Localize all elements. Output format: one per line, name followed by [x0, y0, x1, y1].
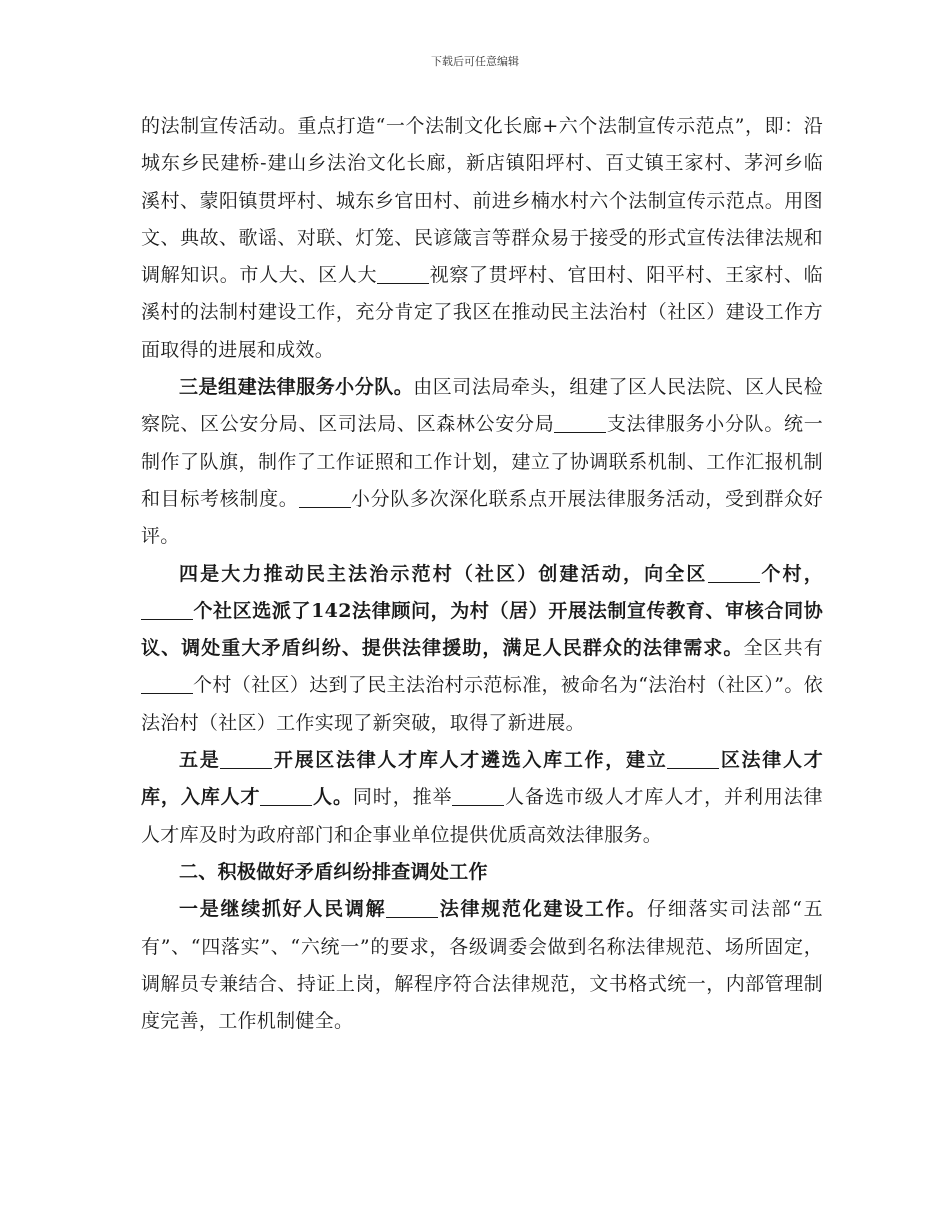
paragraph-2: 三是组建法律服务小分队。由区司法局牵头，组建了区人民法院、区人民检察院、区公安分局、区司法局、区森林公安分局 支法律服务小分队。统一制作了队旗，制作了工作证照和工作计划，建立了协调联系机制、工作汇报机制和目标考核制度。 小分队多次深化联系点开展法律服务活动，受到群众好评。: [141, 376, 823, 548]
blank-field: [220, 749, 272, 769]
blank-field: [299, 488, 351, 508]
section-heading: 二、积极做好矛盾纠纷排查调处工作: [179, 860, 488, 883]
blank-field: [452, 786, 504, 806]
blank-field: [260, 786, 312, 806]
page-header: 下载后可任意编辑: [431, 55, 519, 68]
paragraph-4: 五是 开展区法律人才库人才遴选入库工作，建立 区法律人才库，入库人才 人。同时，推举 人备选市级人才库人才，并利用法律人才库及时为政府部门和企事业单位提供优质高效法律服务。: [141, 749, 823, 846]
document-body: [141, 108, 823, 1040]
blank-field: [141, 600, 193, 620]
blank-field: [386, 898, 438, 918]
paragraph-3: 四是大力推动民主法治示范村（社区）创建活动，向全区 个村，个社区选派了142法律顾问，为村（居）开展法制宣传教育、审核合同协议、调处重大矛盾纠纷、提供法律援助，满足人民群众的法律需求。全区共有个村（社区）达到了民主法治村示范标准，被命名为“法治村（社区）”。依法治村（社区）工作实现了新突破，取得了新进展。: [141, 562, 823, 734]
blank-field: [554, 413, 606, 433]
blank-field: [667, 749, 719, 769]
paragraph-6: 一是继续抓好人民调解 法律规范化建设工作。仔细落实司法部“五有”、“四落实”、“六统一”的要求，各级调委会做到名称法律规范、场所固定，调解员专兼结合、持证上岗，解程序符合法律规范，文书格式统一，内部管理制度完善，工作机制健全。: [141, 898, 823, 1033]
paragraph-1: 的法制宣传活动。重点打造“一个法制文化长廊+六个法制宣传示范点”，即：沿城东乡民建桥-建山乡法治文化长廊，新店镇阳坪村、百丈镇王家村、茅河乡临溪村、蒙阳镇贯坪村、城东乡官田村、前进乡楠水村六个法制宣传示范点。用图文、典故、歌谣、对联、灯笼、民谚箴言等群众易于接受的形式宣传法律法规和调解知识。市人大、区人大 视察了贯坪村、官田村、阳平村、王家村、临溪村的法制村建设工作，充分肯定了我区在推动民主法治村（社区）建设工作方面取得的进展和成效。: [141, 115, 823, 361]
blank-field: [377, 264, 429, 284]
blank-field: [708, 563, 760, 583]
blank-field: [141, 674, 193, 694]
